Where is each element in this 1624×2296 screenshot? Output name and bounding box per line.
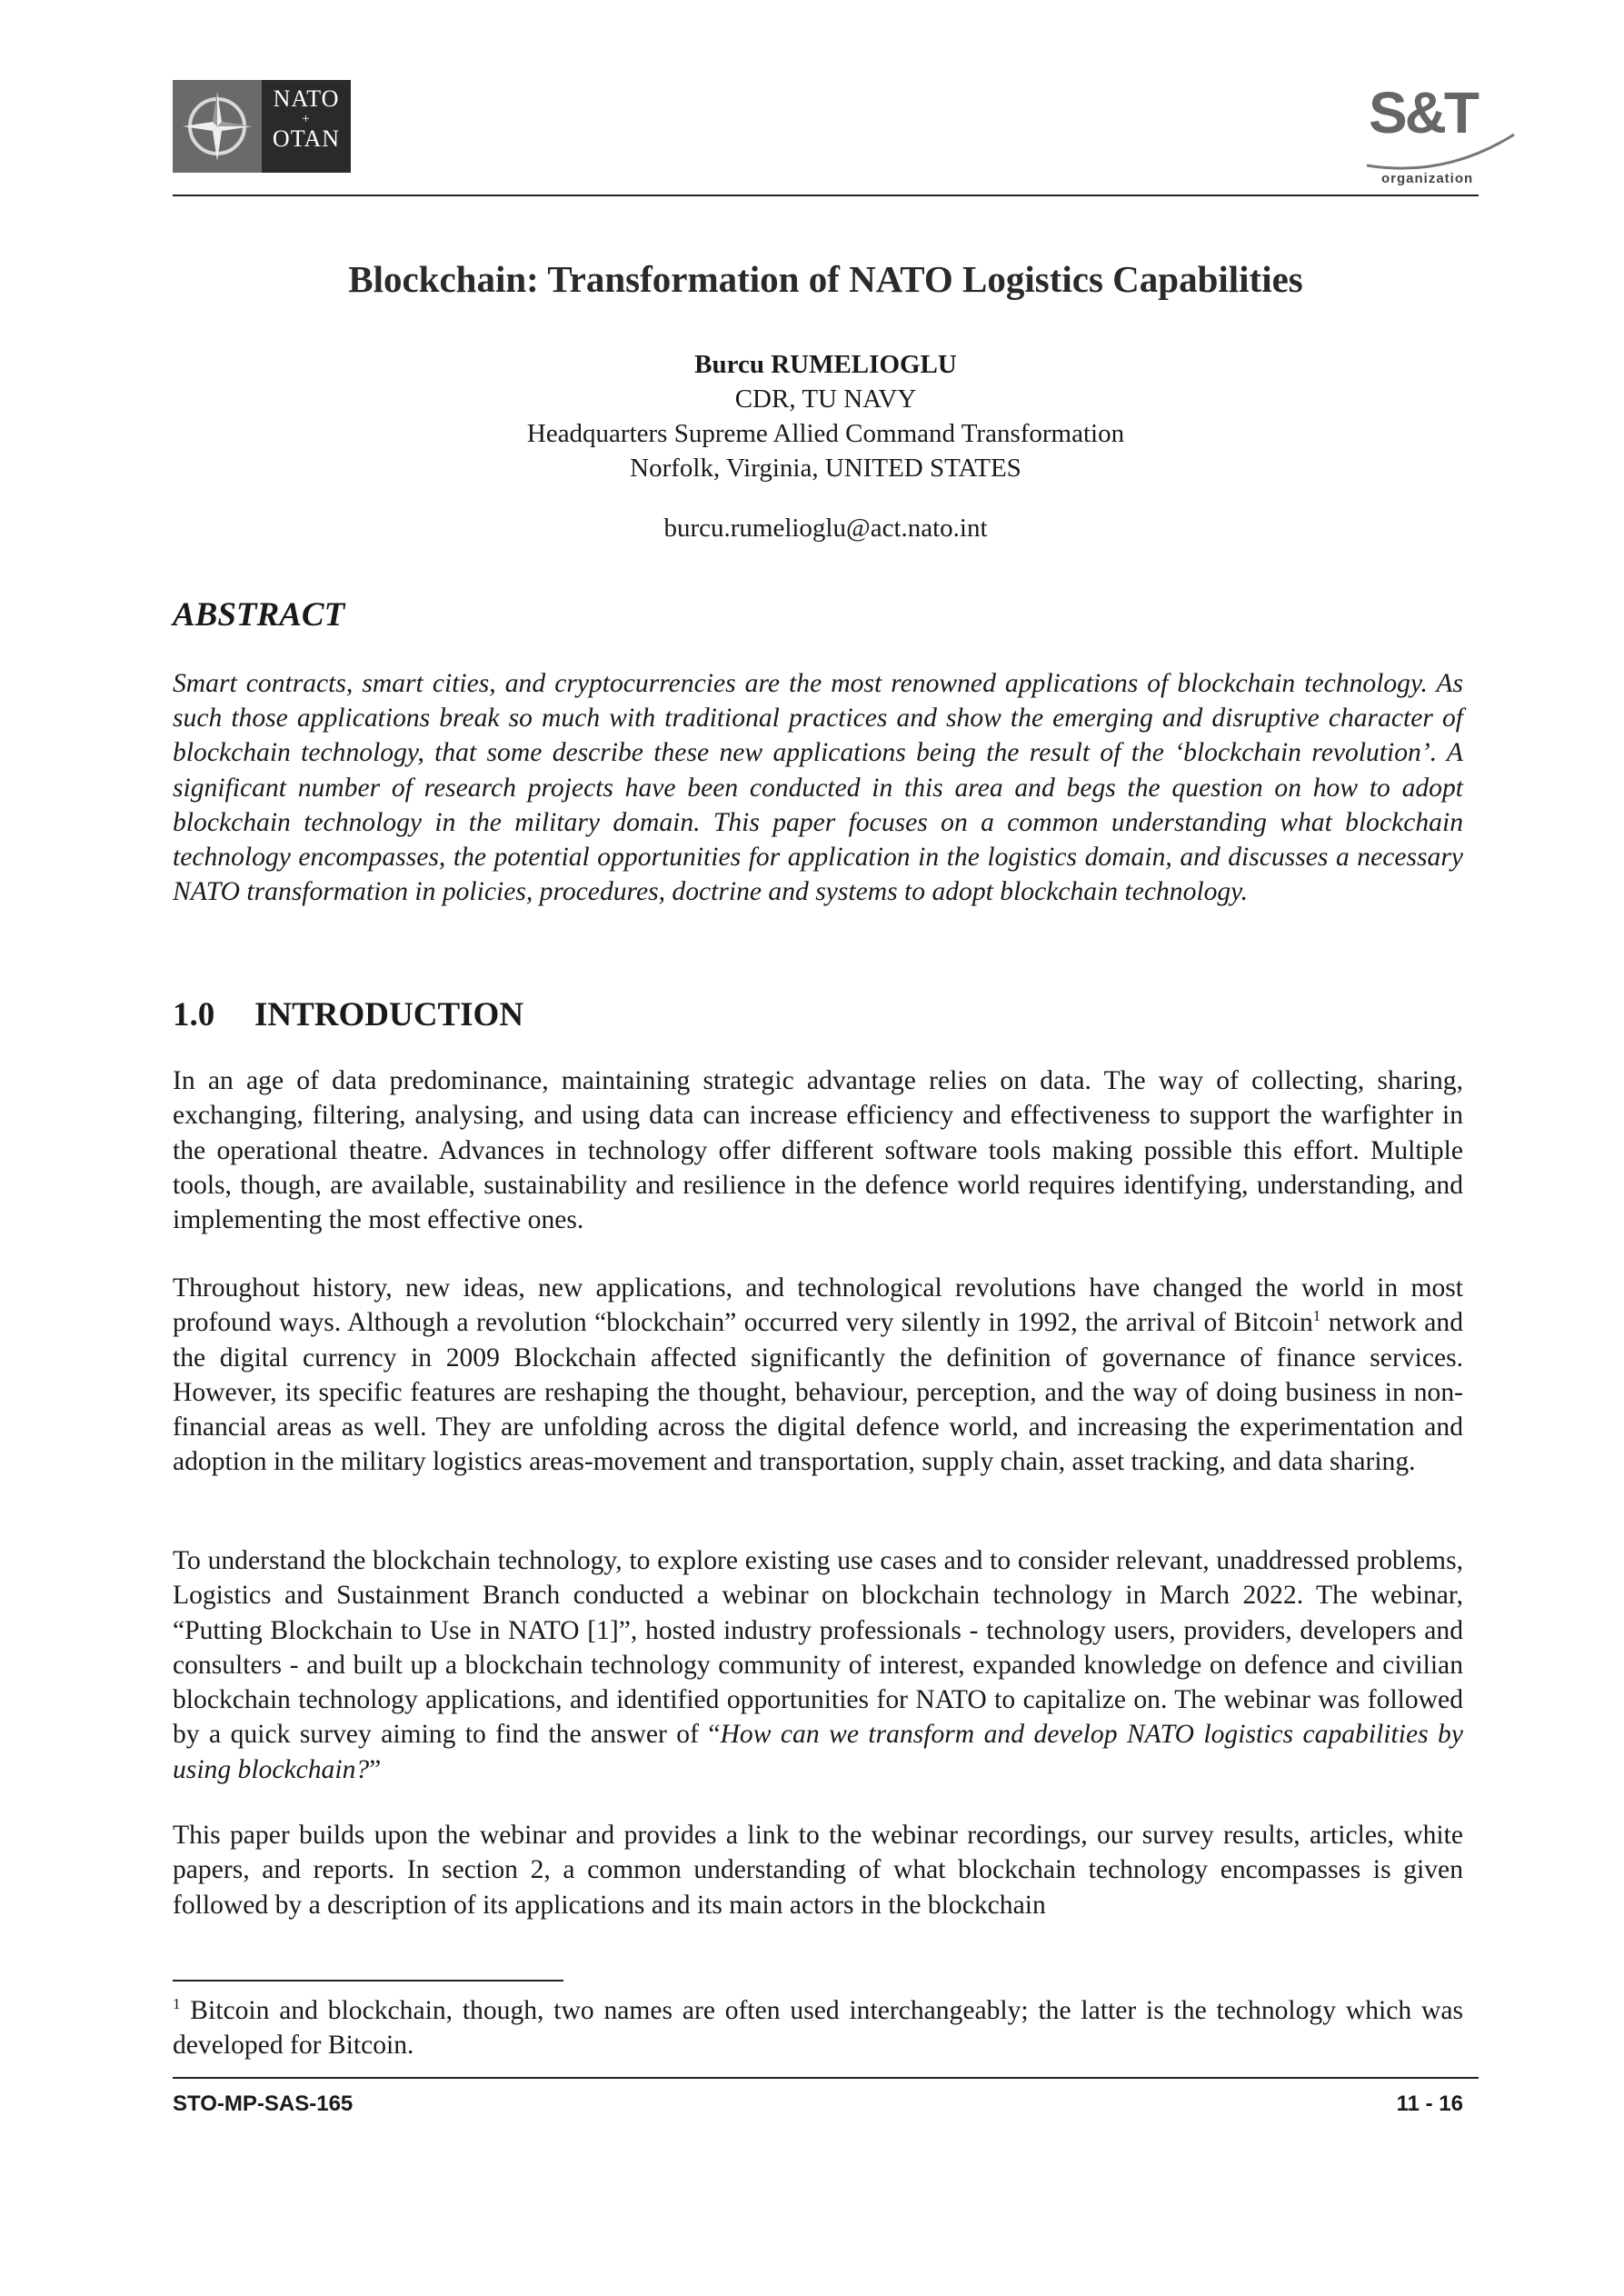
body-paragraph: To understand the blockchain technology, to explore existing use cases and to consider relevant, unaddressed problems, Logistics and Sustainment Branch conducted a webinar on blockchain technology in March 2022. The webinar, “Putting Blockchain to Use in NATO [1]”, hosted industry professionals - technology users, providers, developers and consulters - and built up a blockchain technology community of interest, expanded knowledge on defence and civilian blockchain technology applications, and identified opportunities for NATO to capitalize on. The webinar was followed by a quick survey aiming to find the answer of “How can we transform and develop NATO logistics capabilities by using blockchain?” <box>173 1546 1463 1784</box>
footnote-marker: 1 <box>173 1995 181 2013</box>
author-location: Norfolk, Virginia, UNITED STATES <box>630 454 1021 483</box>
footnote-reference[interactable]: 1 <box>1312 1307 1321 1325</box>
footnote: $^1$ Bitcoin and blockchain, though, two names are often used interchangeably; the latter is the technology which was developed for Bitcoin. <box>173 1995 1463 2060</box>
author-email: burcu.rumelioglu@act.nato.int <box>663 514 988 543</box>
body-paragraph: This paper builds upon the webinar and provides a link to the webinar recordings, our survey results, articles, white papers, and reports. In section 2, a common understanding of what blockchain technology encompasses is given followed by a description of its applications and its main actors in the blockchain <box>173 1821 1463 1920</box>
paper-title: Blockchain: Transformation of NATO Logistics Capabilities <box>348 258 1303 300</box>
nato-otan-wordmark: NATO + OTAN <box>272 85 341 152</box>
header-divider <box>173 195 1479 196</box>
research-question: How can we transform and develop NATO logistics capabilities by using blockchain? <box>173 1720 1463 1784</box>
nato-compass-icon <box>173 80 262 173</box>
page-number: 11 - 16 <box>1396 2091 1463 2116</box>
sti-mark: S&T <box>1369 80 1477 145</box>
abstract-text: Smart contracts, smart cities, and cryptocurrencies are the most renowned applications of blockchain technology. As such those applications break so much with traditional practices and show the emerging and disruptive character of blockchain technology, that some describe these new applications being the result of the ‘blockchain revolution’. A significant number of research projects have been conducted in this area and begs the question on how to adopt blockchain technology in the military domain. This paper focuses on a common understanding what blockchain technology encompasses, the potential opportunities for application in the logistics domain, and discusses a necessary NATO transformation in policies, procedures, doctrine and systems to adopt blockchain technology. <box>173 669 1463 907</box>
sti-caption: organization <box>1381 171 1474 186</box>
document-id: STO-MP-SAS-165 <box>173 2091 354 2116</box>
sti-organization-logo <box>1363 76 1518 187</box>
author-affiliation: Headquarters Supreme Allied Command Transformation <box>526 419 1125 448</box>
footnote-divider <box>173 1980 563 1982</box>
body-paragraph: Throughout history, new ideas, new applications, and technological revolutions have changed the world in most profound ways. Although a revolution “blockchain” occurred very silently in 1992, the arrival of Bitcoin$^1$ network and the digital currency in 2009 Blockchain affected significantly the definition of governance of finance services. However, its specific features are reshaping the thought, behaviour, perception, and the way of doing business in non-financial areas as well. They are unfolding across the digital defence world, and increasing the experimentation and adoption in the military logistics areas-movement and transportation, supply chain, asset tracking, and data sharing. <box>173 1273 1463 1477</box>
abstract-heading: ABSTRACT <box>173 596 345 634</box>
section-heading <box>173 994 523 1036</box>
author-block <box>173 347 1479 485</box>
author-rank: CDR, TU NAVY <box>734 384 917 414</box>
body-paragraph: In an age of data predominance, maintaining strategic advantage relies on data. The way of collecting, sharing, exchanging, filtering, analysing, and using data can increase efficiency and effectiveness to support the warfighter in the operational theatre. Advances in technology offer different software tools making possible this effort. Multiple tools, though, are available, sustainability and resilience in the defence world requires identifying, understanding, and implementing the most effective ones. <box>173 1066 1463 1235</box>
section-number: 1.0 <box>173 996 215 1033</box>
swoosh-icon <box>1363 131 1518 176</box>
author-name: Burcu RUMELIOGLU <box>694 350 957 379</box>
nato-otan-logo <box>173 80 351 173</box>
section-title: INTRODUCTION <box>254 996 524 1033</box>
footer-divider <box>173 2077 1479 2079</box>
